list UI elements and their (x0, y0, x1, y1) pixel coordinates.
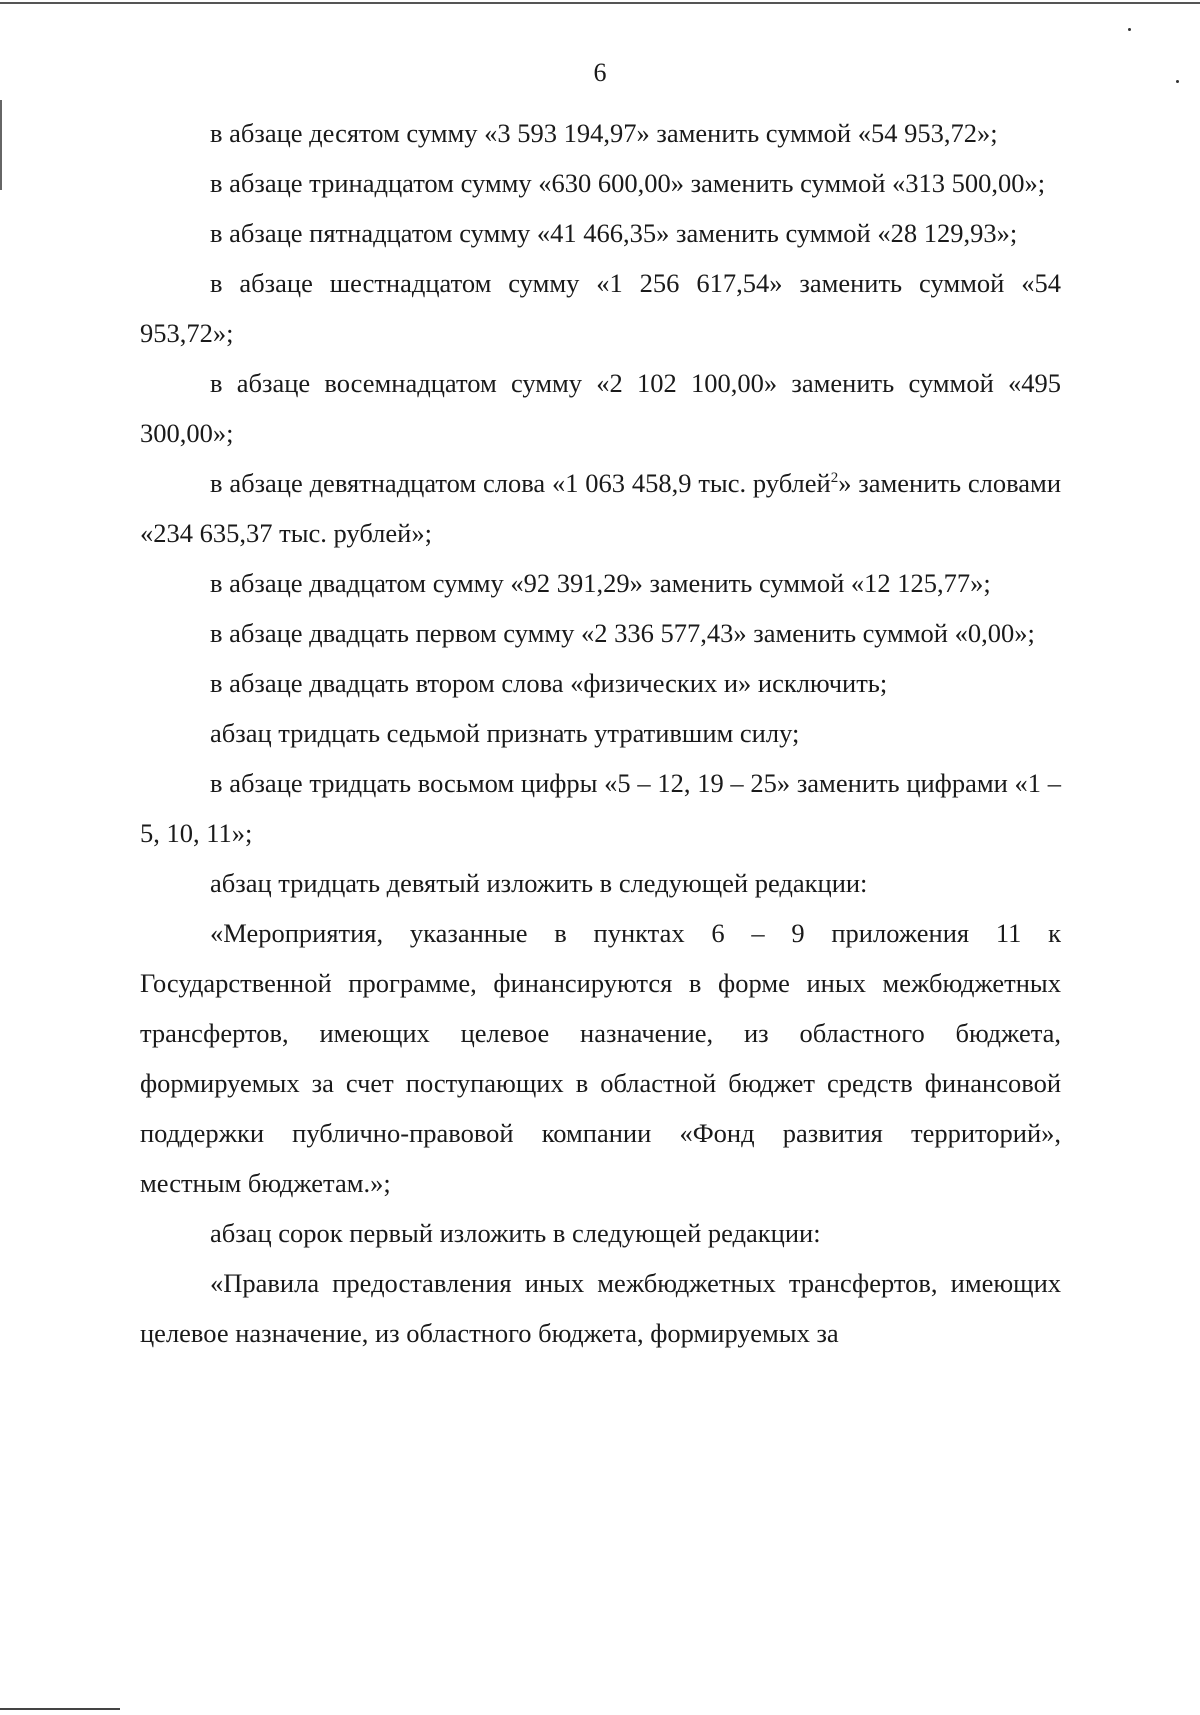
document-body (140, 108, 1061, 1358)
paragraph-4: в абзаце шестнадцатом сумму «1 256 617,54» заменить суммой «54 953,72»; (140, 268, 1061, 348)
paragraph-12: абзац тридцать девятый изложить в следующей редакции: (210, 868, 868, 898)
scan-speck (1128, 28, 1131, 31)
scan-top-rule (0, 2, 1200, 4)
footnote-marker: 2 (830, 470, 839, 487)
scan-left-edge-mark (0, 100, 2, 190)
paragraph-6 (140, 458, 1061, 558)
paragraph-14: абзац сорок первый изложить в следующей редакции: (210, 1218, 821, 1248)
paragraph-1: в абзаце десятом сумму «3 593 194,97» заменить суммой «54 953,72»; (210, 118, 998, 148)
paragraph-13: «Мероприятия, указанные в пунктах 6 – 9 приложения 11 к Государственной программе, финансируются в форме иных межбюджетных трансфертов, имеющих целевое назначение, из областного бюджета, формируемых за счет поступающих в областной бюджет средств финансовой поддержки публично-правовой компании «Фонд развития территорий», местным бюджетам.»; (140, 918, 1061, 1198)
paragraph-15: «Правила предоставления иных межбюджетных трансфертов, имеющих целевое назначение, из областного бюджета, формируемых за (140, 1268, 1061, 1348)
paragraph-8: в абзаце двадцать первом сумму «2 336 577,43» заменить суммой «0,00»; (210, 618, 1035, 648)
paragraph-5: в абзаце восемнадцатом сумму «2 102 100,00» заменить суммой «495 300,00»; (140, 368, 1061, 448)
paragraph-6-end: » заменить словами «234 635,37 тыс. рублей»; (140, 468, 1061, 548)
paragraph-9: в абзаце двадцать втором слова «физических и» исключить; (210, 668, 888, 698)
paragraph-3: в абзаце пятнадцатом сумму «41 466,35» заменить суммой «28 129,93»; (210, 218, 1018, 248)
paragraph-10: абзац тридцать седьмой признать утратившим силу; (210, 718, 800, 748)
paragraph-6-start: в абзаце девятнадцатом слова «1 063 458,9 тыс. рублей (210, 468, 831, 498)
paragraph-2: в абзаце тринадцатом сумму «630 600,00» заменить суммой «313 500,00»; (210, 168, 1046, 198)
paragraph-11: в абзаце тридцать восьмом цифры «5 – 12, 19 – 25» заменить цифрами «1 – 5, 10, 11»; (140, 768, 1061, 848)
page-number: 6 (593, 58, 607, 87)
scan-bottom-rule (0, 1708, 120, 1710)
paragraph-7: в абзаце двадцатом сумму «92 391,29» заменить суммой «12 125,77»; (210, 568, 991, 598)
